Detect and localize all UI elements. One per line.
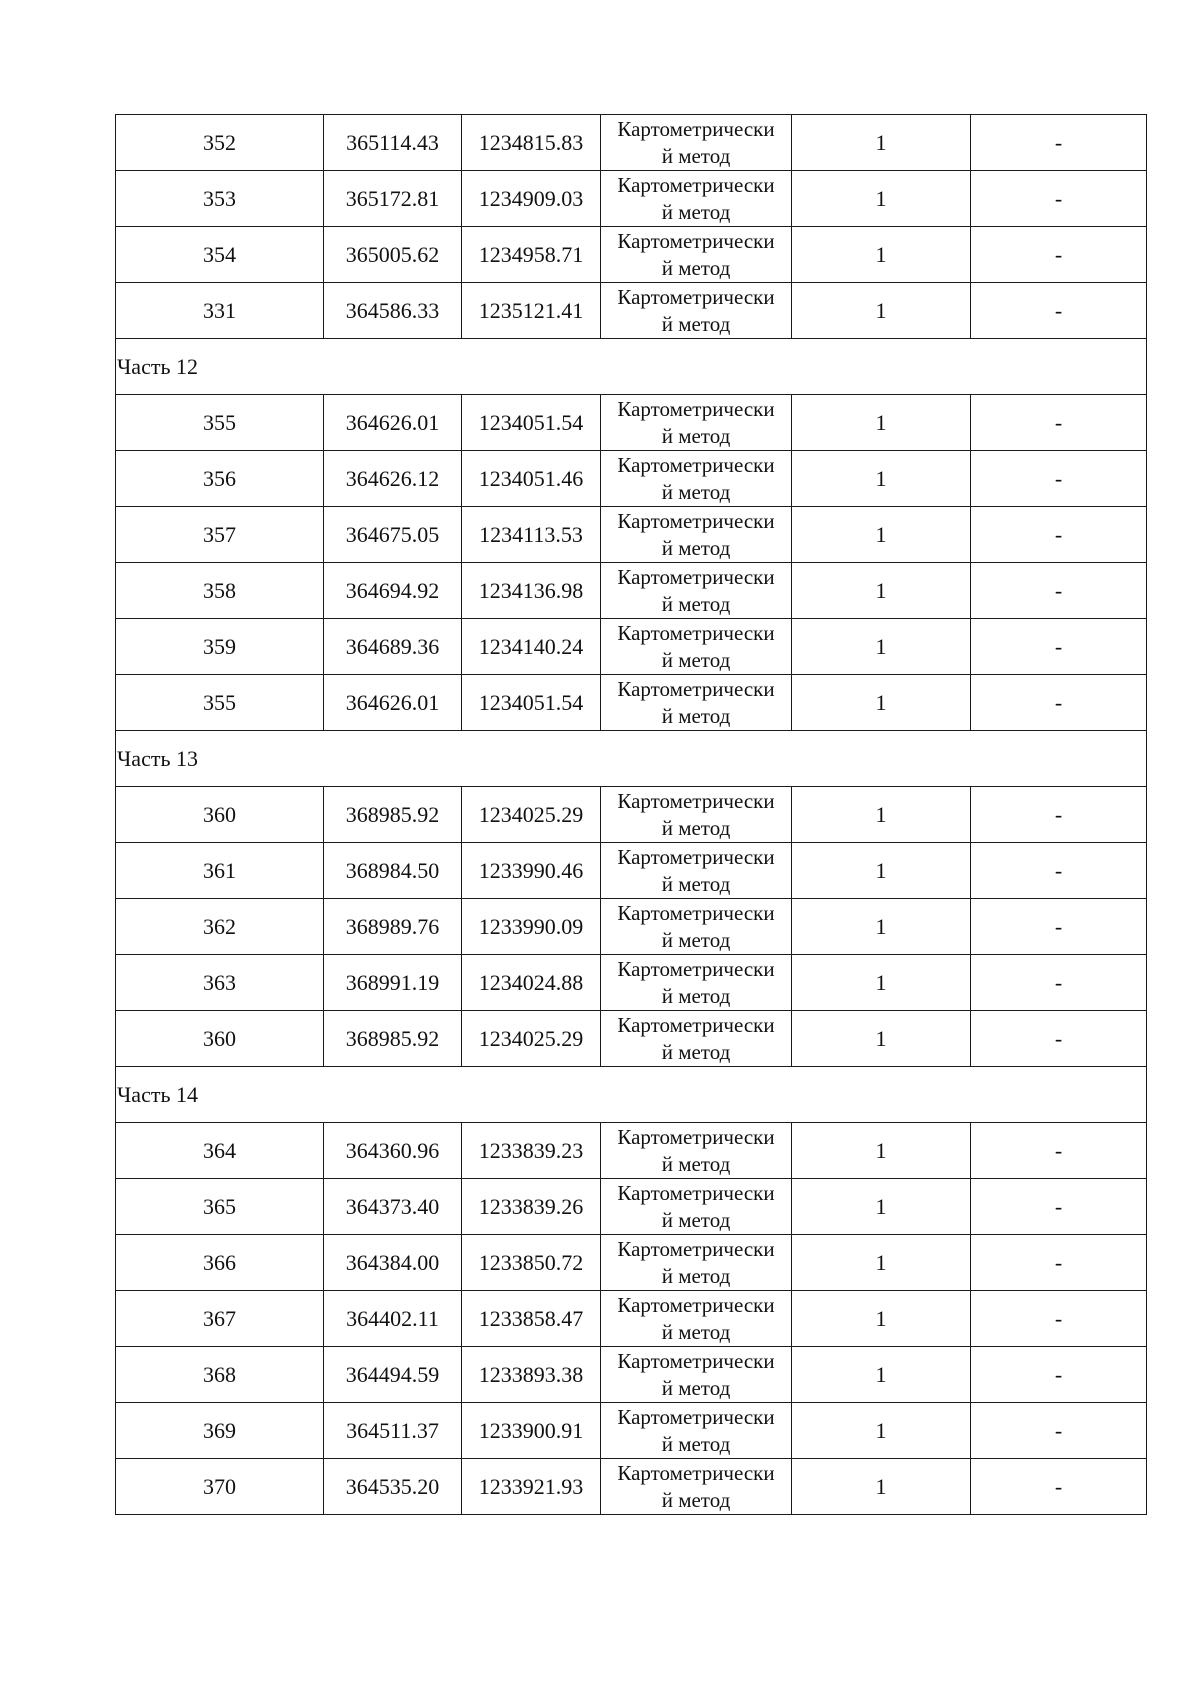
table-row: [116, 283, 1147, 339]
table-row: [116, 955, 1147, 1011]
coordinate-x-cell: 365114.43: [324, 115, 462, 171]
description-cell: -: [971, 675, 1147, 731]
method-cell: Картометрически й метод: [601, 171, 792, 227]
coordinate-x-cell: 364675.05: [324, 507, 462, 563]
method-cell: Картометрически й метод: [601, 1459, 792, 1515]
method-cell: Картометрически й метод: [601, 283, 792, 339]
accuracy-cell: 1: [792, 115, 971, 171]
accuracy-cell: 1: [792, 1403, 971, 1459]
method-cell: Картометрически й метод: [601, 115, 792, 171]
coordinate-y-cell: 1234051.54: [462, 675, 601, 731]
coordinate-x-cell: 364689.36: [324, 619, 462, 675]
coordinate-y-cell: 1233858.47: [462, 1291, 601, 1347]
method-cell: Картометрически й метод: [601, 1347, 792, 1403]
accuracy-cell: 1: [792, 563, 971, 619]
section-title: Часть 13: [116, 731, 1147, 787]
point-number-cell: 364: [116, 1123, 324, 1179]
coordinate-x-cell: 368985.92: [324, 1011, 462, 1067]
point-number-cell: 360: [116, 787, 324, 843]
table-row: [116, 395, 1147, 451]
description-cell: -: [971, 1179, 1147, 1235]
accuracy-cell: 1: [792, 899, 971, 955]
coordinate-x-cell: 364373.40: [324, 1179, 462, 1235]
description-cell: -: [971, 451, 1147, 507]
point-number-cell: 370: [116, 1459, 324, 1515]
table-row: [116, 787, 1147, 843]
description-cell: -: [971, 787, 1147, 843]
coordinates-table: [115, 114, 1147, 1515]
coordinate-y-cell: 1233839.23: [462, 1123, 601, 1179]
description-cell: -: [971, 563, 1147, 619]
accuracy-cell: 1: [792, 451, 971, 507]
coordinate-x-cell: 364626.01: [324, 675, 462, 731]
description-cell: -: [971, 619, 1147, 675]
coordinate-y-cell: 1234051.54: [462, 395, 601, 451]
point-number-cell: 360: [116, 1011, 324, 1067]
coordinate-y-cell: 1234958.71: [462, 227, 601, 283]
point-number-cell: 354: [116, 227, 324, 283]
coordinates-table-body: [116, 115, 1147, 1515]
point-number-cell: 369: [116, 1403, 324, 1459]
description-cell: -: [971, 1459, 1147, 1515]
coordinate-x-cell: 364626.01: [324, 395, 462, 451]
point-number-cell: 365: [116, 1179, 324, 1235]
coordinate-y-cell: 1234051.46: [462, 451, 601, 507]
method-cell: Картометрически й метод: [601, 1235, 792, 1291]
table-row: [116, 843, 1147, 899]
coordinate-y-cell: 1234025.29: [462, 787, 601, 843]
description-cell: -: [971, 1347, 1147, 1403]
coordinate-x-cell: 364586.33: [324, 283, 462, 339]
accuracy-cell: 1: [792, 1179, 971, 1235]
method-cell: Картометрически й метод: [601, 395, 792, 451]
coordinate-x-cell: 368989.76: [324, 899, 462, 955]
point-number-cell: 361: [116, 843, 324, 899]
point-number-cell: 366: [116, 1235, 324, 1291]
description-cell: -: [971, 955, 1147, 1011]
coordinate-x-cell: 368985.92: [324, 787, 462, 843]
accuracy-cell: 1: [792, 1291, 971, 1347]
description-cell: -: [971, 1235, 1147, 1291]
accuracy-cell: 1: [792, 227, 971, 283]
description-cell: -: [971, 507, 1147, 563]
table-row: [116, 227, 1147, 283]
section-title: Часть 12: [116, 339, 1147, 395]
section-title: Часть 14: [116, 1067, 1147, 1123]
coordinate-x-cell: 364402.11: [324, 1291, 462, 1347]
description-cell: -: [971, 227, 1147, 283]
coordinate-x-cell: 364535.20: [324, 1459, 462, 1515]
point-number-cell: 331: [116, 283, 324, 339]
section-header-row: [116, 339, 1147, 395]
table-row: [116, 507, 1147, 563]
section-header-row: [116, 731, 1147, 787]
coordinate-x-cell: 365172.81: [324, 171, 462, 227]
point-number-cell: 356: [116, 451, 324, 507]
coordinate-x-cell: 365005.62: [324, 227, 462, 283]
description-cell: -: [971, 395, 1147, 451]
accuracy-cell: 1: [792, 171, 971, 227]
coordinate-x-cell: 364511.37: [324, 1403, 462, 1459]
accuracy-cell: 1: [792, 1459, 971, 1515]
point-number-cell: 358: [116, 563, 324, 619]
coordinate-y-cell: 1234909.03: [462, 171, 601, 227]
description-cell: -: [971, 899, 1147, 955]
method-cell: Картометрически й метод: [601, 451, 792, 507]
coordinate-y-cell: 1233990.09: [462, 899, 601, 955]
accuracy-cell: 1: [792, 283, 971, 339]
coordinate-x-cell: 368991.19: [324, 955, 462, 1011]
coordinate-y-cell: 1234140.24: [462, 619, 601, 675]
table-row: [116, 1011, 1147, 1067]
method-cell: Картометрически й метод: [601, 227, 792, 283]
method-cell: Картометрически й метод: [601, 507, 792, 563]
description-cell: -: [971, 1011, 1147, 1067]
table-row: [116, 563, 1147, 619]
coordinate-x-cell: 364384.00: [324, 1235, 462, 1291]
method-cell: Картометрически й метод: [601, 1179, 792, 1235]
coordinate-y-cell: 1233839.26: [462, 1179, 601, 1235]
accuracy-cell: 1: [792, 843, 971, 899]
point-number-cell: 367: [116, 1291, 324, 1347]
point-number-cell: 352: [116, 115, 324, 171]
accuracy-cell: 1: [792, 507, 971, 563]
table-row: [116, 1291, 1147, 1347]
accuracy-cell: 1: [792, 619, 971, 675]
point-number-cell: 353: [116, 171, 324, 227]
method-cell: Картометрически й метод: [601, 675, 792, 731]
section-header-row: [116, 1067, 1147, 1123]
table-row: [116, 171, 1147, 227]
coordinate-y-cell: 1235121.41: [462, 283, 601, 339]
table-row: [116, 1123, 1147, 1179]
coordinate-x-cell: 364360.96: [324, 1123, 462, 1179]
coordinate-y-cell: 1233990.46: [462, 843, 601, 899]
coordinate-x-cell: 364694.92: [324, 563, 462, 619]
accuracy-cell: 1: [792, 675, 971, 731]
point-number-cell: 355: [116, 395, 324, 451]
point-number-cell: 368: [116, 1347, 324, 1403]
table-row: [116, 1459, 1147, 1515]
coordinate-x-cell: 364626.12: [324, 451, 462, 507]
table-row: [116, 115, 1147, 171]
point-number-cell: 362: [116, 899, 324, 955]
coordinate-y-cell: 1234136.98: [462, 563, 601, 619]
coordinate-x-cell: 364494.59: [324, 1347, 462, 1403]
description-cell: -: [971, 843, 1147, 899]
method-cell: Картометрически й метод: [601, 1011, 792, 1067]
coordinate-y-cell: 1234024.88: [462, 955, 601, 1011]
accuracy-cell: 1: [792, 1235, 971, 1291]
point-number-cell: 357: [116, 507, 324, 563]
coordinate-y-cell: 1233900.91: [462, 1403, 601, 1459]
accuracy-cell: 1: [792, 787, 971, 843]
table-row: [116, 451, 1147, 507]
method-cell: Картометрически й метод: [601, 1123, 792, 1179]
method-cell: Картометрически й метод: [601, 899, 792, 955]
coordinate-y-cell: 1234815.83: [462, 115, 601, 171]
table-row: [116, 1347, 1147, 1403]
method-cell: Картометрически й метод: [601, 619, 792, 675]
coordinate-x-cell: 368984.50: [324, 843, 462, 899]
method-cell: Картометрически й метод: [601, 1291, 792, 1347]
description-cell: -: [971, 283, 1147, 339]
table-row: [116, 1235, 1147, 1291]
table-row: [116, 899, 1147, 955]
description-cell: -: [971, 171, 1147, 227]
description-cell: -: [971, 1403, 1147, 1459]
accuracy-cell: 1: [792, 1347, 971, 1403]
description-cell: -: [971, 1123, 1147, 1179]
method-cell: Картометрически й метод: [601, 1403, 792, 1459]
accuracy-cell: 1: [792, 1011, 971, 1067]
method-cell: Картометрически й метод: [601, 843, 792, 899]
table-row: [116, 1179, 1147, 1235]
table-row: [116, 1403, 1147, 1459]
accuracy-cell: 1: [792, 1123, 971, 1179]
coordinate-y-cell: 1233921.93: [462, 1459, 601, 1515]
method-cell: Картометрически й метод: [601, 955, 792, 1011]
point-number-cell: 355: [116, 675, 324, 731]
coordinate-y-cell: 1233893.38: [462, 1347, 601, 1403]
method-cell: Картометрически й метод: [601, 563, 792, 619]
accuracy-cell: 1: [792, 395, 971, 451]
coordinate-y-cell: 1233850.72: [462, 1235, 601, 1291]
point-number-cell: 363: [116, 955, 324, 1011]
table-row: [116, 675, 1147, 731]
description-cell: -: [971, 115, 1147, 171]
table-row: [116, 619, 1147, 675]
point-number-cell: 359: [116, 619, 324, 675]
coordinate-y-cell: 1234025.29: [462, 1011, 601, 1067]
method-cell: Картометрически й метод: [601, 787, 792, 843]
accuracy-cell: 1: [792, 955, 971, 1011]
description-cell: -: [971, 1291, 1147, 1347]
coordinate-y-cell: 1234113.53: [462, 507, 601, 563]
